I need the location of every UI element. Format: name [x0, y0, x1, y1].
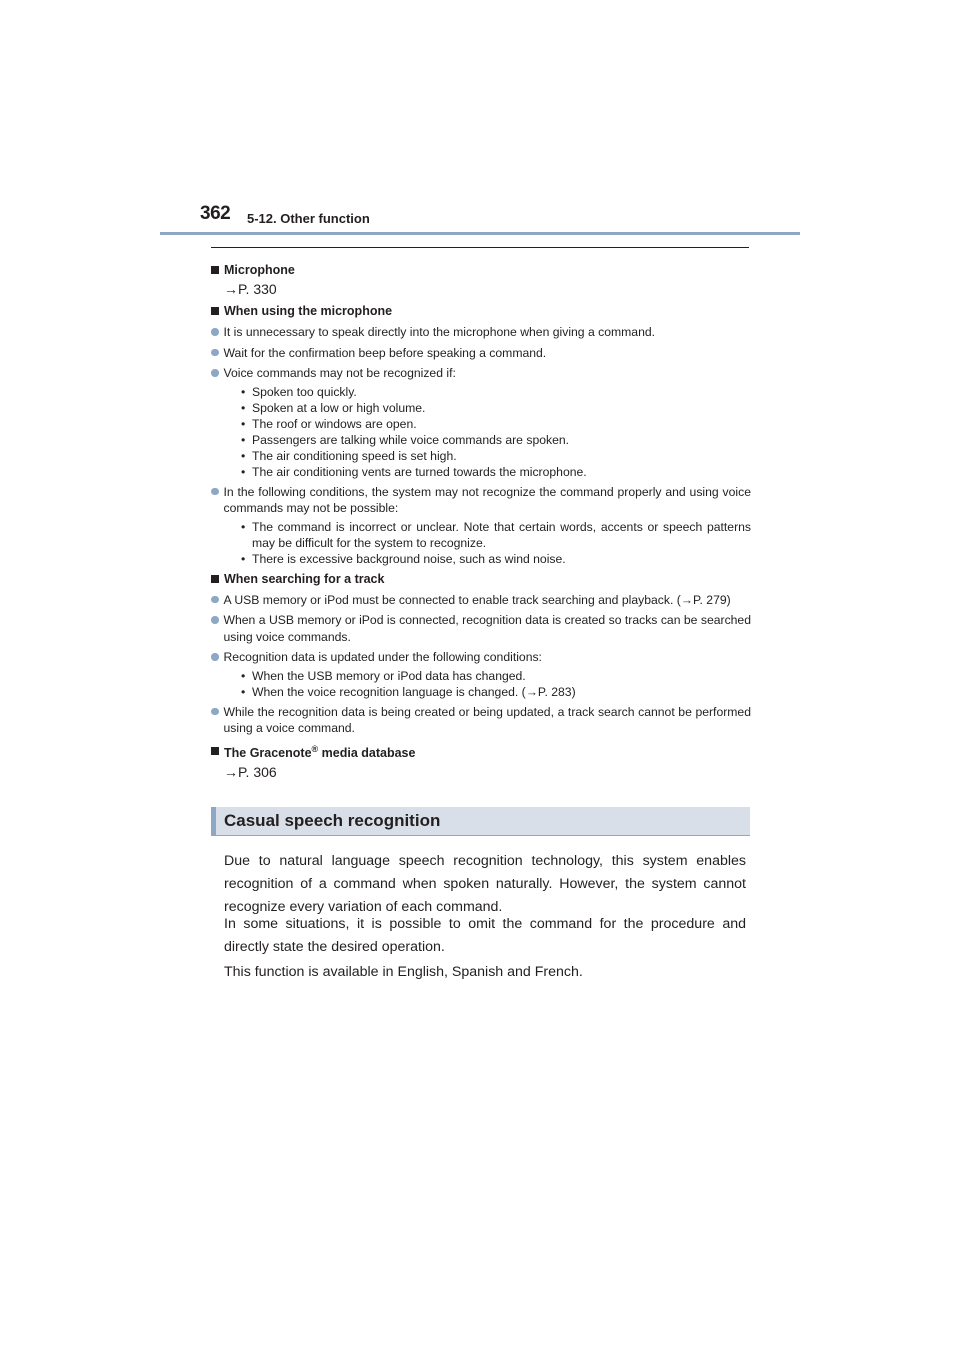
circle-bullet-icon [211, 653, 219, 661]
circle-bullet-icon [211, 369, 219, 377]
sub-list [241, 384, 751, 480]
note-heading-using-microphone [211, 302, 751, 320]
sub-list-item: • The air conditioning vents are turned towards the microphone. [241, 464, 587, 479]
bullet-text: Voice commands may not be recognized if: [223, 366, 456, 380]
heading-text: The Gracenote® media database [224, 743, 416, 760]
heading-text: When searching for a track [224, 571, 385, 586]
sub-list-item: • The command is incorrect or unclear. Note that certain words, accents or speech patterns may be difficult for the system to recognize. [241, 519, 751, 550]
bullet-text: Recognition data is updated under the following conditions: [223, 650, 542, 664]
paragraph: In some situations, it is possible to omit the command for the procedure and directly state the desired operation. [224, 916, 746, 955]
note-heading-gracenote [211, 740, 751, 762]
bullet-text: It is unnecessary to speak directly into the microphone when giving a command. [223, 325, 656, 339]
list-item [211, 484, 751, 517]
header-rule [160, 232, 800, 235]
section-heading-accent [211, 807, 216, 836]
list-item [211, 345, 751, 362]
page-reference: →P. 330 [224, 281, 277, 297]
circle-bullet-icon [211, 616, 219, 624]
paragraph: Due to natural language speech recognition technology, this system enables recognition of a command when spoken naturally. However, the system cannot recognize every variation of each command. [224, 853, 746, 915]
sub-list-item: • Passengers are talking while voice commands are spoken. [241, 432, 570, 447]
note-heading-searching-track [211, 570, 751, 588]
sub-list-item: • There is excessive background noise, such as wind noise. [241, 551, 566, 566]
paragraph: This function is available in English, Spanish and French. [224, 964, 583, 980]
bullet-text: While the recognition data is being created or being updated, a track search cannot be performed using a voice command. [223, 704, 751, 735]
circle-bullet-icon [211, 708, 219, 716]
bullet-text: When a USB memory or iPod is connected, recognition data is created so tracks can be searched using voice commands. [223, 613, 751, 644]
sub-list [241, 668, 751, 700]
sub-list-item: • The roof or windows are open. [241, 416, 417, 431]
list-item [211, 365, 751, 382]
square-bullet-icon [211, 266, 219, 274]
sub-list-item: • When the USB memory or iPod data has changed. [241, 668, 526, 683]
section-title: 5-12. Other function [247, 211, 370, 226]
note-heading-microphone [211, 261, 751, 279]
heading-text: When using the microphone [224, 304, 393, 318]
heading-text: Microphone [224, 263, 295, 277]
circle-bullet-icon [211, 488, 219, 496]
circle-bullet-icon [211, 349, 219, 357]
sub-list [241, 519, 751, 567]
bullet-text: Wait for the confirmation beep before speaking a command. [223, 345, 547, 360]
list-item [211, 612, 751, 645]
section-heading-title: Casual speech recognition [224, 811, 441, 830]
notes-section [211, 258, 751, 783]
bullet-text: In the following conditions, the system may not recognize the command properly and using voice commands may not be possible: [223, 484, 751, 515]
content-rule [211, 247, 749, 248]
sub-list-item: • When the voice recognition language is changed. (→P. 283) [241, 684, 576, 699]
list-item [211, 324, 751, 341]
circle-bullet-icon [211, 596, 219, 604]
page-number: 362 [200, 203, 231, 224]
square-bullet-icon [211, 575, 219, 583]
square-bullet-icon [211, 307, 219, 315]
page-reference: →P. 306 [224, 763, 277, 780]
list-item [211, 649, 751, 666]
bullet-text: A USB memory or iPod must be connected to enable track searching and playback. (→P. 279) [223, 592, 731, 607]
list-item [211, 704, 751, 737]
sub-list-item: • Spoken at a low or high volume. [241, 400, 426, 415]
circle-bullet-icon [211, 328, 219, 336]
sub-list-item: • The air conditioning speed is set high. [241, 448, 457, 463]
square-bullet-icon [211, 747, 219, 755]
sub-list-item: • Spoken too quickly. [241, 384, 357, 399]
list-item [211, 592, 751, 609]
